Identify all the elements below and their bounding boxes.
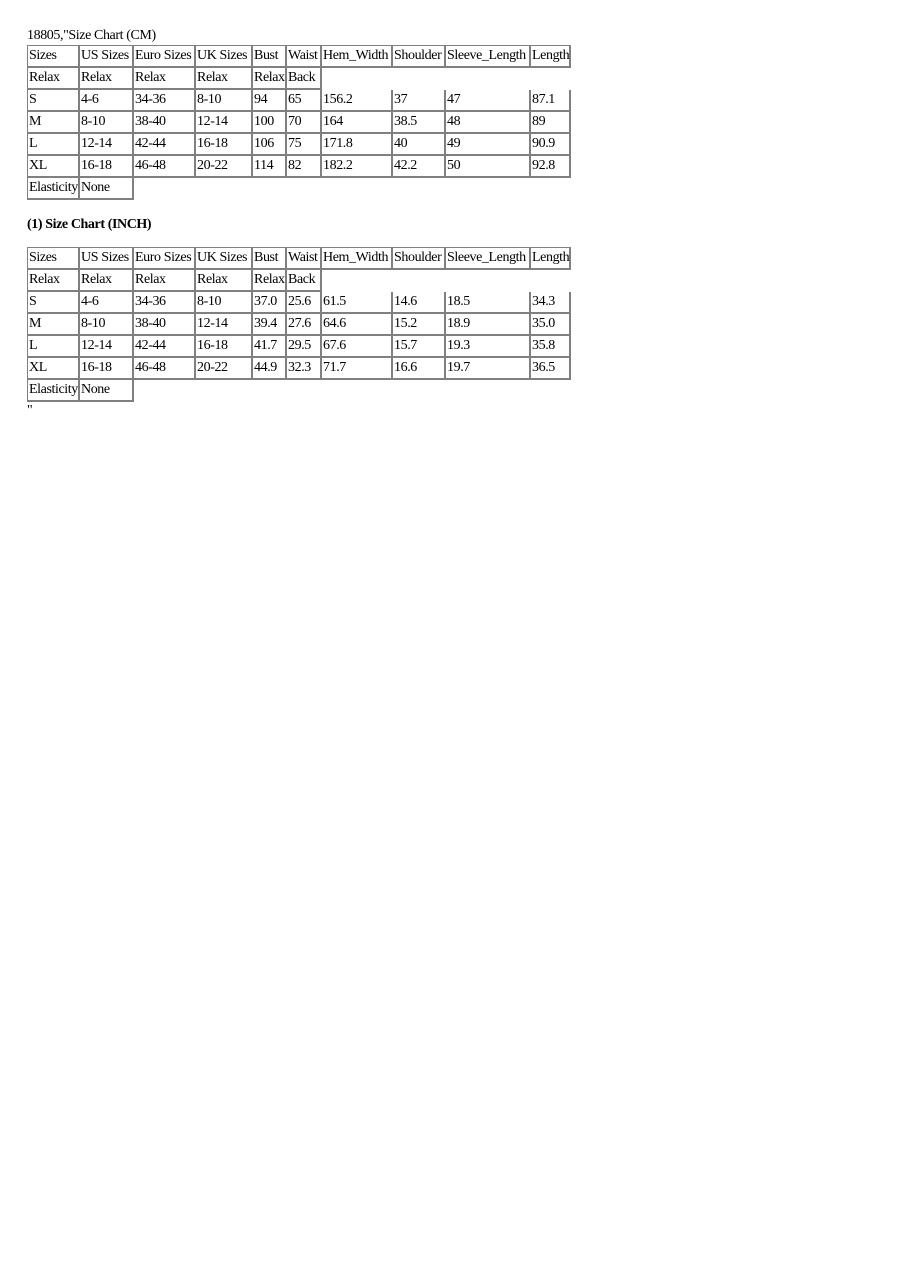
- table-cell: 94: [253, 90, 287, 112]
- table-cell: 18.9: [446, 314, 531, 336]
- table-cell: 42-44: [134, 336, 196, 358]
- header-cell: Sizes: [28, 46, 80, 68]
- table-cell: 19.3: [446, 336, 531, 358]
- table-cell: 35.0: [531, 314, 571, 336]
- elasticity-label: Elasticity: [28, 380, 80, 402]
- table-cell: 82: [287, 156, 322, 178]
- size-cell: XL: [28, 156, 80, 178]
- fit-cell: Relax: [196, 68, 253, 90]
- header-cell: US Sizes: [80, 46, 134, 68]
- table-cell: 87.1: [531, 90, 571, 112]
- table-cell: 114: [253, 156, 287, 178]
- header-cell: Length: [531, 46, 571, 68]
- table-cell: 20-22: [196, 358, 253, 380]
- table-cell: 49: [446, 134, 531, 156]
- elasticity-label: Elasticity: [28, 178, 80, 200]
- table-cell: 4-6: [80, 292, 134, 314]
- table-cell: 46-48: [134, 358, 196, 380]
- size-cell: L: [28, 134, 80, 156]
- table-cell: 25.6: [287, 292, 322, 314]
- table-cell: 44.9: [253, 358, 287, 380]
- table-cell: 12-14: [196, 314, 253, 336]
- table-cell: 46-48: [134, 156, 196, 178]
- table-cell: 42-44: [134, 134, 196, 156]
- header-cell: Sleeve_Length: [446, 46, 531, 68]
- table-cell: 67.6: [322, 336, 393, 358]
- table-cell: 14.6: [393, 292, 446, 314]
- empty-cell: [322, 270, 571, 292]
- empty-cell: [134, 178, 571, 200]
- table-cell: 92.8: [531, 156, 571, 178]
- table-cell: 61.5: [322, 292, 393, 314]
- table-cell: 34-36: [134, 90, 196, 112]
- table-cell: 20-22: [196, 156, 253, 178]
- header-cell: Shoulder: [393, 46, 446, 68]
- table-cell: 16-18: [80, 156, 134, 178]
- header-cell: Bust: [253, 248, 287, 270]
- fit-cell: Relax: [134, 270, 196, 292]
- empty-cell: [322, 68, 571, 90]
- table-cell: 35.8: [531, 336, 571, 358]
- table-cell: 37: [393, 90, 446, 112]
- header-cell: Shoulder: [393, 248, 446, 270]
- table-cell: 15.7: [393, 336, 446, 358]
- size-cell: M: [28, 112, 80, 134]
- closing-quote: ": [27, 403, 33, 418]
- table-cell: 16.6: [393, 358, 446, 380]
- table-cell: 16-18: [196, 336, 253, 358]
- table-cell: 75: [287, 134, 322, 156]
- table-cell: 19.7: [446, 358, 531, 380]
- fit-cell: Back: [287, 68, 322, 90]
- size-cell: S: [28, 292, 80, 314]
- elasticity-row: [28, 380, 571, 402]
- table-cell: 12-14: [196, 112, 253, 134]
- table-row: [28, 336, 571, 358]
- table-cell: 47: [446, 90, 531, 112]
- size-cell: M: [28, 314, 80, 336]
- table-cell: 106: [253, 134, 287, 156]
- table-cell: 16-18: [196, 134, 253, 156]
- table-cell: 34-36: [134, 292, 196, 314]
- table-cell: 15.2: [393, 314, 446, 336]
- header-cell: Waist: [287, 248, 322, 270]
- size-cell: L: [28, 336, 80, 358]
- fit-cell: Relax: [80, 68, 134, 90]
- document-title: 18805,"Size Chart (CM): [27, 28, 156, 43]
- table-cell: 8-10: [196, 292, 253, 314]
- fit-cell: Relax: [196, 270, 253, 292]
- fit-cell: Relax: [80, 270, 134, 292]
- fit-cell: Back: [287, 270, 322, 292]
- size-cell: S: [28, 90, 80, 112]
- table-cell: 16-18: [80, 358, 134, 380]
- table-row: [28, 90, 571, 112]
- table-cell: 64.6: [322, 314, 393, 336]
- table-cell: 182.2: [322, 156, 393, 178]
- header-cell: Hem_Width: [322, 248, 393, 270]
- table-header-row: [28, 46, 571, 68]
- header-cell: Hem_Width: [322, 46, 393, 68]
- header-cell: Length: [531, 248, 571, 270]
- size-chart-inch-table: [27, 247, 571, 402]
- header-cell: Euro Sizes: [134, 46, 196, 68]
- table-cell: 18.5: [446, 292, 531, 314]
- table-cell: 8-10: [80, 112, 134, 134]
- size-cell: XL: [28, 358, 80, 380]
- table-row: [28, 134, 571, 156]
- table-cell: 70: [287, 112, 322, 134]
- fit-cell: Relax: [253, 68, 287, 90]
- fit-row: [28, 68, 571, 90]
- table-row: [28, 358, 571, 380]
- header-cell: UK Sizes: [196, 248, 253, 270]
- table-cell: 89: [531, 112, 571, 134]
- table-cell: 40: [393, 134, 446, 156]
- header-cell: Sleeve_Length: [446, 248, 531, 270]
- fit-row: [28, 270, 571, 292]
- table-row: [28, 314, 571, 336]
- fit-cell: Relax: [28, 270, 80, 292]
- table-cell: 32.3: [287, 358, 322, 380]
- table-cell: 38-40: [134, 314, 196, 336]
- table-row: [28, 156, 571, 178]
- table-cell: 100: [253, 112, 287, 134]
- table-cell: 50: [446, 156, 531, 178]
- elasticity-value: None: [80, 178, 134, 200]
- elasticity-row: [28, 178, 571, 200]
- table-row: [28, 112, 571, 134]
- document-page: [27, 27, 627, 418]
- table-header-row: [28, 248, 571, 270]
- table-cell: 37.0: [253, 292, 287, 314]
- table-cell: 41.7: [253, 336, 287, 358]
- fit-cell: Relax: [134, 68, 196, 90]
- fit-cell: Relax: [28, 68, 80, 90]
- header-cell: Sizes: [28, 248, 80, 270]
- header-cell: US Sizes: [80, 248, 134, 270]
- header-cell: UK Sizes: [196, 46, 253, 68]
- table-cell: 34.3: [531, 292, 571, 314]
- table-cell: 29.5: [287, 336, 322, 358]
- table-cell: 38.5: [393, 112, 446, 134]
- table-cell: 71.7: [322, 358, 393, 380]
- table-cell: 164: [322, 112, 393, 134]
- table-row: [28, 292, 571, 314]
- table-cell: 156.2: [322, 90, 393, 112]
- table-cell: 38-40: [134, 112, 196, 134]
- header-cell: Bust: [253, 46, 287, 68]
- table-cell: 8-10: [196, 90, 253, 112]
- table-cell: 12-14: [80, 134, 134, 156]
- table-cell: 36.5: [531, 358, 571, 380]
- header-cell: Euro Sizes: [134, 248, 196, 270]
- size-chart-cm-table: [27, 45, 571, 200]
- table-cell: 48: [446, 112, 531, 134]
- table-cell: 171.8: [322, 134, 393, 156]
- table-cell: 4-6: [80, 90, 134, 112]
- fit-cell: Relax: [253, 270, 287, 292]
- table-cell: 8-10: [80, 314, 134, 336]
- table-cell: 39.4: [253, 314, 287, 336]
- table-cell: 12-14: [80, 336, 134, 358]
- table-cell: 90.9: [531, 134, 571, 156]
- header-cell: Waist: [287, 46, 322, 68]
- table-cell: 27.6: [287, 314, 322, 336]
- empty-cell: [134, 380, 571, 402]
- table-cell: 65: [287, 90, 322, 112]
- inch-section-heading: (1) Size Chart (INCH): [27, 217, 152, 232]
- elasticity-value: None: [80, 380, 134, 402]
- table-cell: 42.2: [393, 156, 446, 178]
